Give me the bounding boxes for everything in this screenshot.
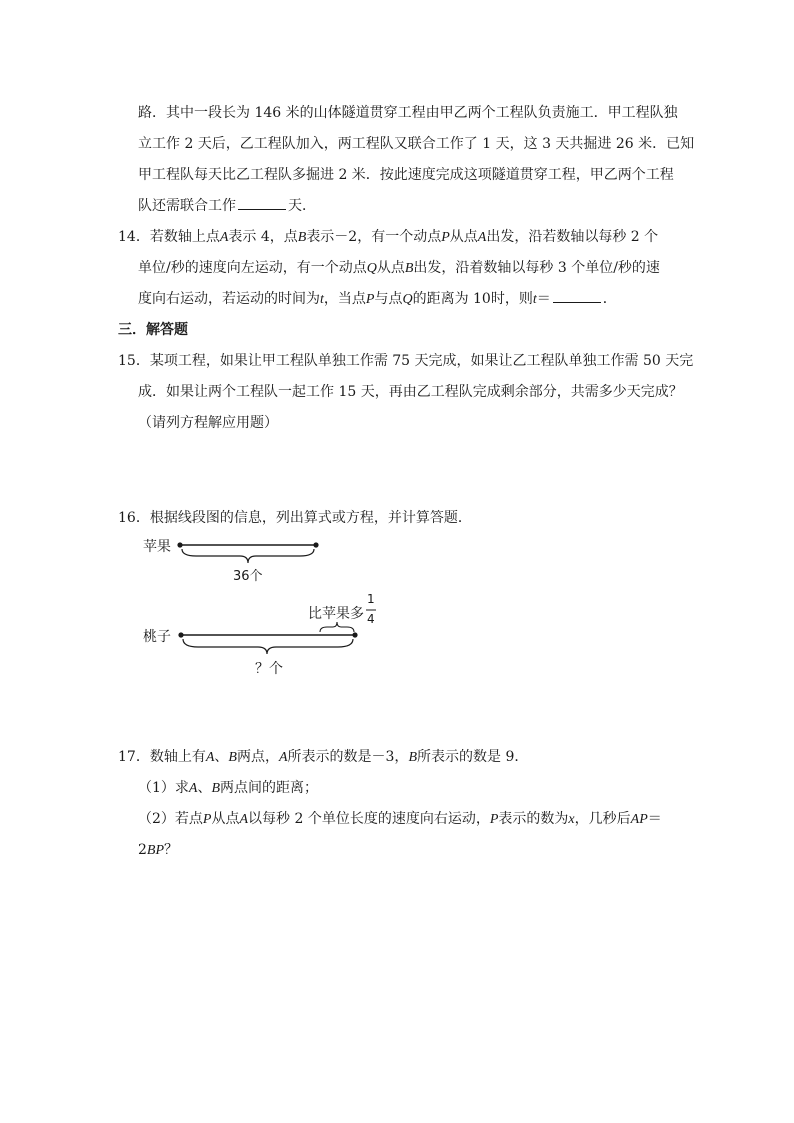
var-BP: BP (146, 843, 165, 858)
q17-text: ＝ (647, 811, 662, 827)
q14-text: 出发，沿若数轴以每秒 2 个 (486, 229, 659, 245)
apple-count: 36个 (233, 569, 263, 584)
q15-line-1: 15．某项工程，如果让甲工程队单独工作需 75 天完成，如果让乙工程队单独工作需 50 天完 (118, 353, 694, 369)
q17-line-3 (138, 809, 662, 830)
extra-brace (320, 622, 354, 632)
var-Q: Q (402, 292, 413, 307)
apple-label: 苹果 (143, 539, 171, 555)
q17-line-4 (138, 840, 178, 861)
var-P: P (441, 230, 450, 245)
var-B: B (211, 781, 221, 796)
q14-text: ＝ (536, 291, 551, 307)
q14-text: 与点 (374, 291, 403, 307)
var-B: B (297, 230, 307, 245)
q15-line-2: 成．如果让两个工程队一起工作 15 天，再由乙工程队完成剩余部分，共需多少天完成？ (138, 384, 683, 400)
q17-text: 所表示的数是 9． (417, 749, 529, 765)
var-A: A (278, 750, 288, 765)
q17-text: 17．数轴上有 (118, 749, 206, 765)
var-B: B (408, 750, 417, 765)
var-A: A (188, 781, 198, 796)
q17-text: ，几秒后 (574, 811, 631, 827)
q17-text: 以每秒 2 个单位长度的速度向右运动， (248, 811, 490, 827)
var-x: x (568, 812, 575, 827)
q17-line-1 (118, 747, 528, 768)
var-B: B (404, 261, 414, 276)
q15-line-3: （请列方程解应用题） (138, 415, 278, 431)
q17-text: 表示的数为 (498, 811, 569, 827)
var-P: P (365, 292, 375, 307)
var-B: B (228, 750, 237, 765)
q13-line-2: 立工作 2 天后，乙工程队加入，两工程队又联合工作了 1 天，这 3 天共掘进 26 米．已知 (138, 136, 695, 152)
peach-label: 桃子 (143, 629, 171, 645)
q17-text: 两点间的距离； (220, 780, 319, 796)
peach-right-dot (352, 632, 357, 637)
extra-label: 比苹果多 (308, 606, 364, 622)
q14-text: ． (602, 291, 617, 307)
q14-text: 出发，沿着数轴以每秒 3 个单位/秒的速 (413, 260, 660, 276)
fraction-numerator: 1 (367, 592, 375, 606)
q14-text: 的距离为 10时，则 (412, 291, 533, 307)
peach-count: ？个 (255, 661, 283, 677)
var-AP: AP (630, 812, 648, 827)
var-P: P (489, 812, 499, 827)
q17-text: 从点 (211, 811, 240, 827)
q14-text: 单位/秒的速度向左运动，有一个动点 (138, 260, 367, 276)
q17-text: （2）若点 (138, 811, 203, 827)
q13-line-1: 路．其中一段长为 146 米的山体隧道贯穿工程由甲乙两个工程队负责施工．甲工程队独 (138, 105, 678, 121)
peach-left-dot (178, 632, 183, 637)
var-A: A (205, 750, 215, 765)
q14-text: 度向右运动，若运动的时间为 (138, 291, 320, 307)
apple-brace (182, 549, 314, 563)
q17-text: 、 (214, 749, 229, 765)
q17-text: ？ (164, 842, 179, 858)
q17-text: 2 (138, 842, 147, 858)
q16-line-1: 16．根据线段图的信息，列出算式或方程，并计算答题． (118, 510, 472, 526)
q17-text: 、 (197, 780, 212, 796)
apple-right-dot (313, 542, 318, 547)
peach-brace (183, 639, 353, 654)
q17-text: （1）求 (138, 780, 189, 796)
var-A: A (239, 812, 249, 827)
q14-text: 表示－2，有一个动点 (306, 229, 442, 245)
var-A: A (477, 230, 487, 245)
q17-line-2 (138, 778, 318, 799)
q14-text: 表示 4，点 (228, 229, 298, 245)
fraction-denominator: 4 (367, 612, 375, 626)
q17-text: 两点， (236, 749, 279, 765)
q14-text: 从点 (449, 229, 478, 245)
var-t: t (320, 292, 324, 307)
q14-text: ，当点 (323, 291, 366, 307)
q13-line-3: 甲工程队每天比乙工程队多掘进 2 米．按此速度完成这项隧道贯穿工程，甲乙两个工程 (138, 167, 674, 183)
q14-text: 14．若数轴上点 (118, 229, 220, 245)
var-P: P (202, 812, 212, 827)
q14-text: 从点 (376, 260, 405, 276)
section-heading: 三．解答题 (118, 322, 188, 338)
var-Q: Q (366, 261, 377, 276)
var-A: A (219, 230, 229, 245)
q17-text: 所表示的数是－3， (287, 749, 409, 765)
q13-text: 天． (288, 198, 316, 214)
apple-left-dot (177, 542, 182, 547)
var-t: t (532, 292, 537, 307)
q13-text: 队还需联合工作 (138, 198, 236, 214)
